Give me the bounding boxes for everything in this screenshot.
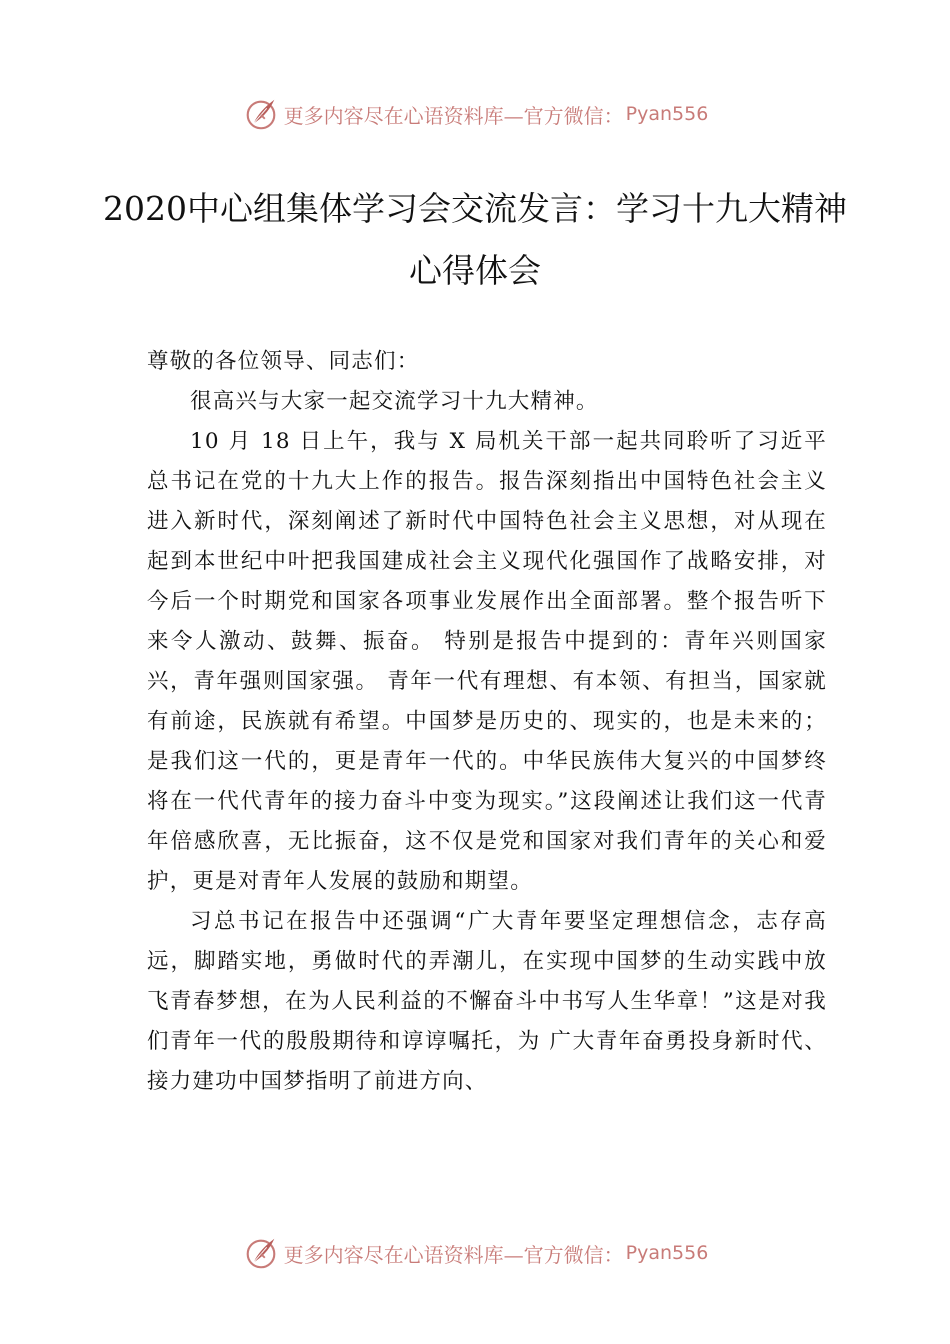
watermark-text: 更多内容尽在心语资料库—官方微信： bbox=[283, 1242, 624, 1267]
paragraph: 习总书记在报告中还强调“广大青年要坚定理想信念，志存高远，脚踏实地，勇做时代的弄潮儿，在实现中国梦的生动实践中放飞青春梦想，在为人民利益的不懈奋斗中书写人生华章！”这是对我们青年一代的殷殷期待和谆谆嘱托，为 广大青年奋勇投身新时代、接力建功中国梦指明了前进方向、 bbox=[147, 909, 827, 1094]
paragraph: 很高兴与大家一起交流学习十九大精神。 bbox=[190, 389, 599, 414]
quill-circle-icon bbox=[242, 95, 280, 133]
footer-watermark bbox=[0, 1233, 950, 1273]
watermark-wechat-id: Pyan556 bbox=[625, 1242, 709, 1264]
salutation: 尊敬的各位领导、同志们： bbox=[147, 349, 420, 374]
document-title: 2020中心组集体学习会交流发言：学习十九大精神心得体会 bbox=[103, 189, 847, 290]
paragraph: 10 月 18 日上午，我与 X 局机关干部一起共同聆听了习近平总书记在党的十九大上作的报告。报告深刻指出中国特色社会主义进入新时代，深刻阐述了新时代中国特色社会主义思想，对从现在起到本世纪中叶把我国建成社会主义现代化强国作了战略安排，对今后一个时期党和国家各项事业发展作出全面部署。整个报告听下来令人激动、鼓舞、振奋。 特别是报告中提到的：青年兴则国家兴，青年强则国家强。 青年一代有理想、有本领、有担当，国家就有前途，民族就有希望。中国梦是历史的、现实的，也是未来的；是我们这一代的，更是青年一代的。中华民族伟大复兴的中国梦终将在一代代青年的接力奋斗中变为现实。”这段阐述让我们这一代青年倍感欣喜，无比振奋，这不仅是党和国家对我们青年的关心和爱护，更是对青年人发展的鼓励和期望。 bbox=[147, 429, 827, 894]
watermark-wechat-id: Pyan556 bbox=[625, 103, 709, 125]
document-body bbox=[147, 342, 827, 1102]
quill-circle-icon bbox=[242, 1234, 280, 1272]
watermark-text: 更多内容尽在心语资料库—官方微信： bbox=[283, 103, 624, 128]
header-watermark bbox=[0, 94, 950, 134]
